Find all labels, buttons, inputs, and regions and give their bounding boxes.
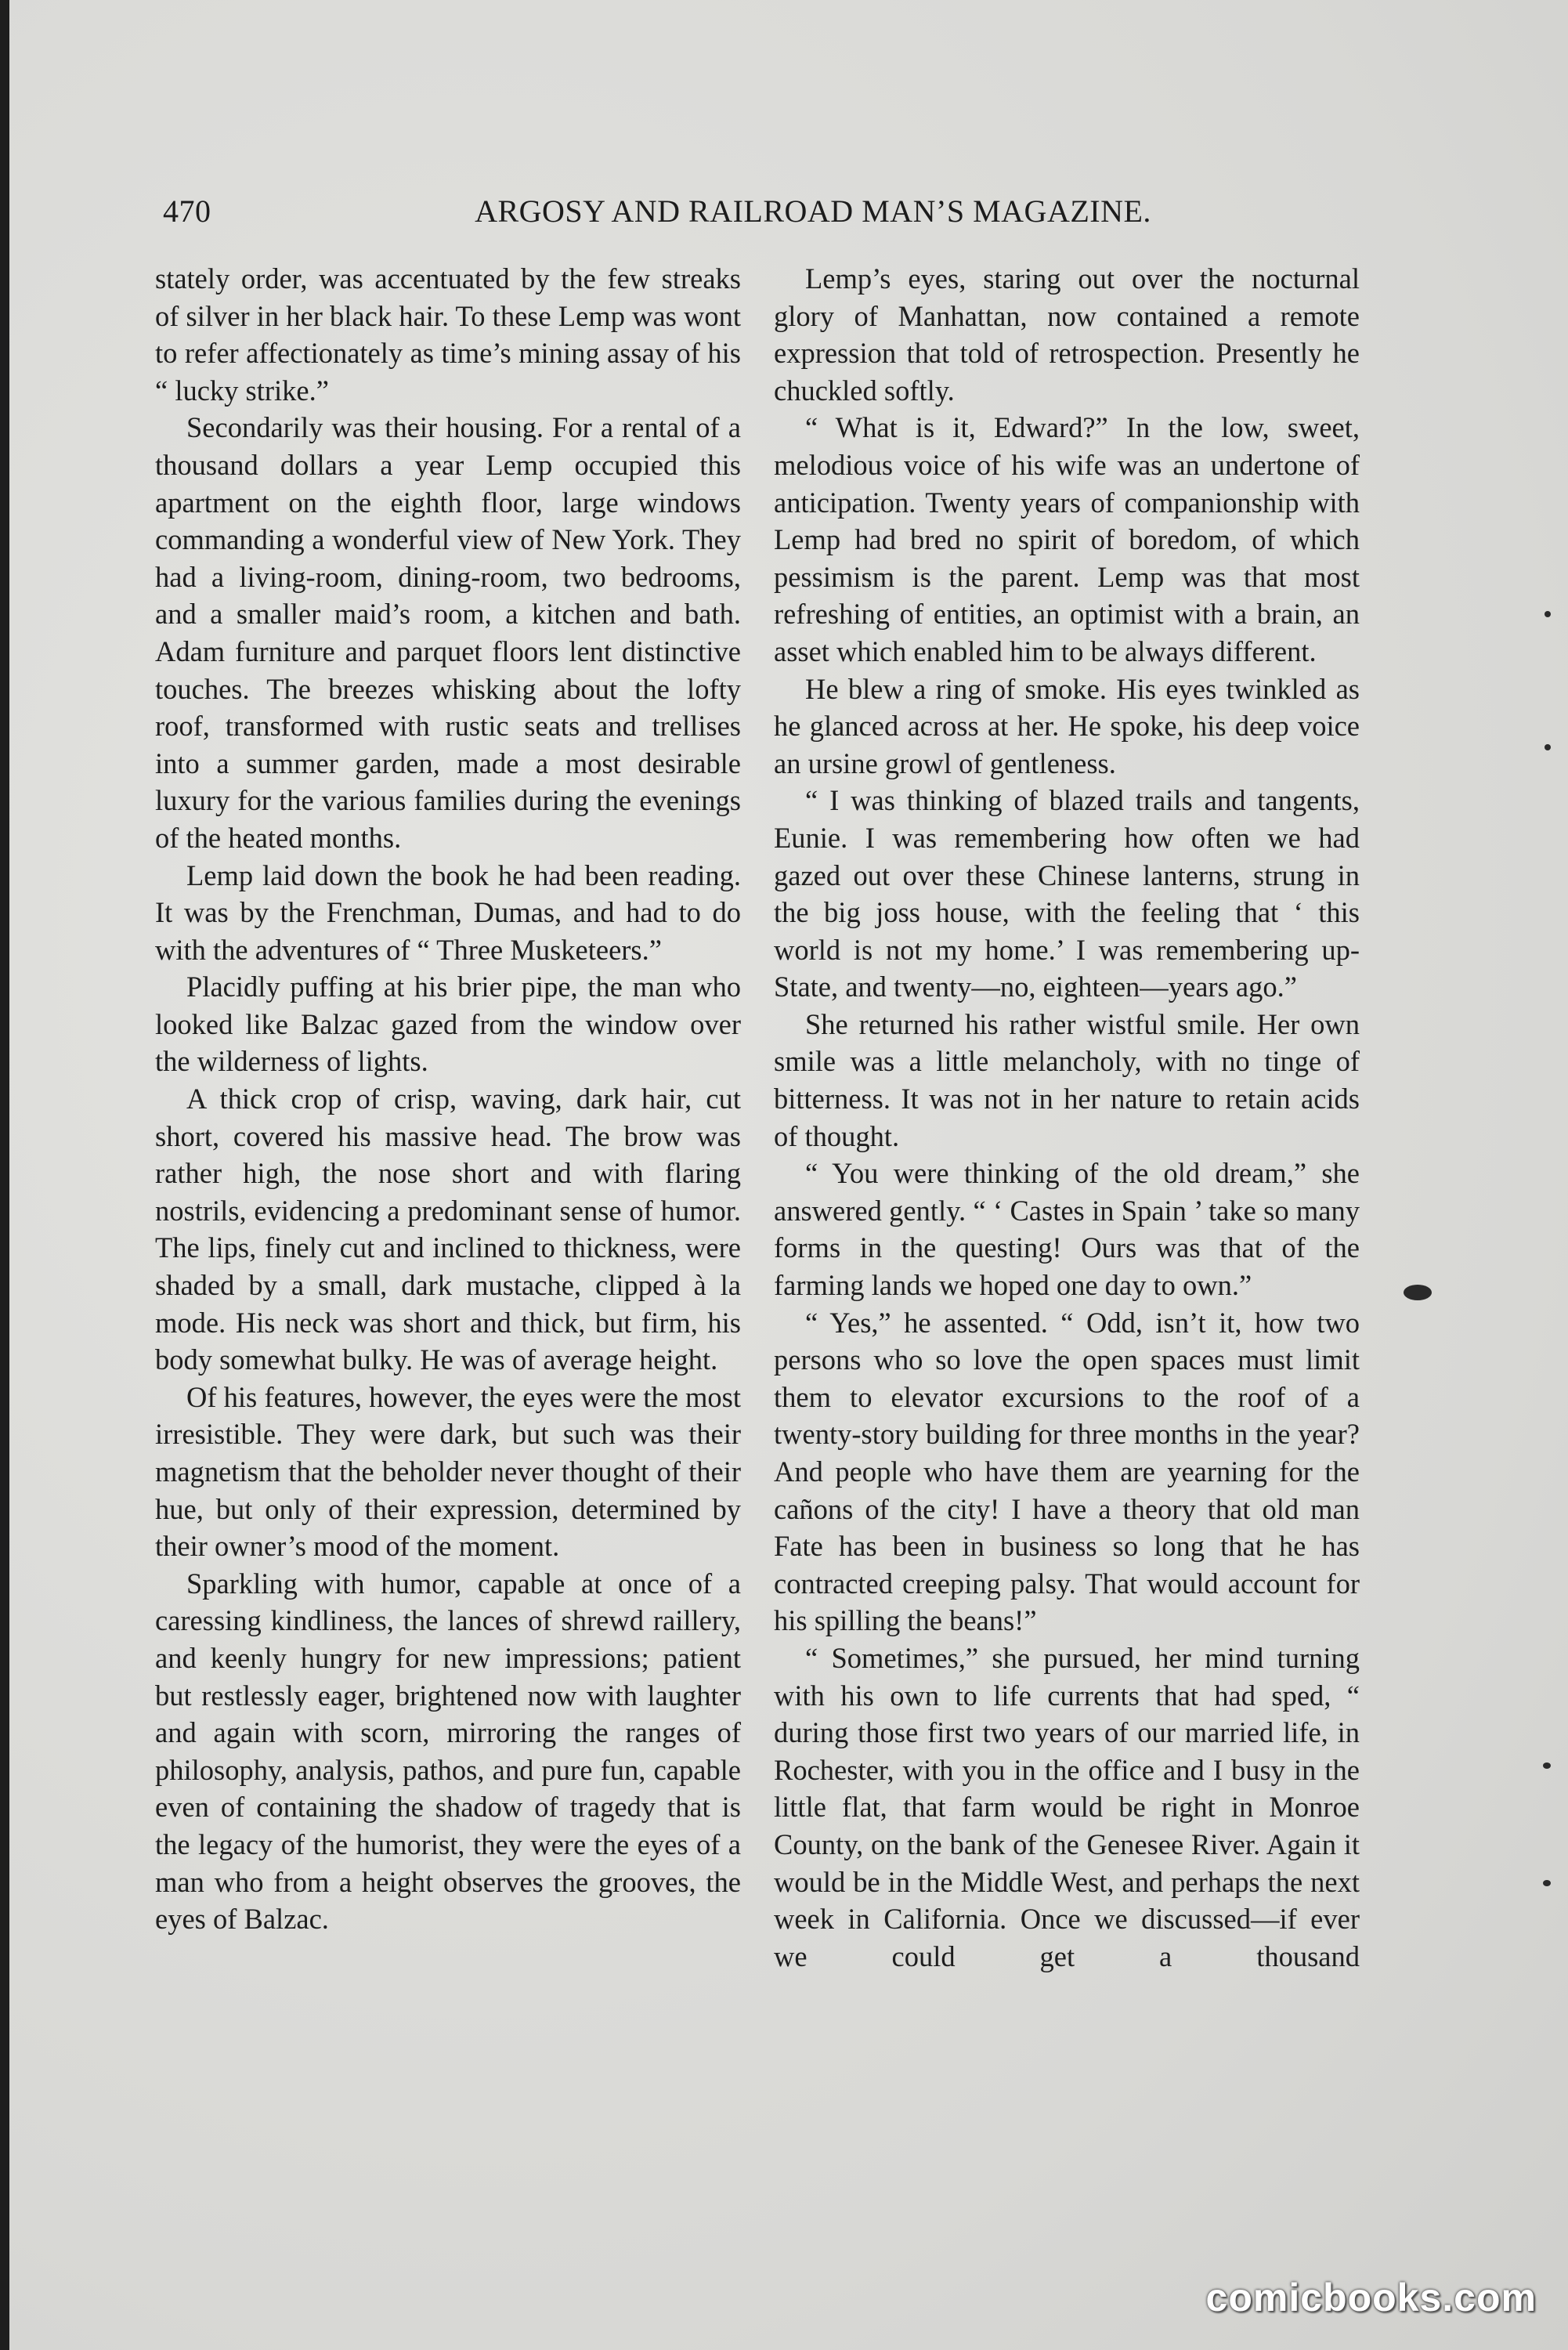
paper-speck bbox=[1543, 1880, 1551, 1886]
paragraph: A thick crop of crisp, waving, dark hair, cut short, covered his massive head. The brow was rather high, the nose short and with flaring nostrils, evidencing a predominant sense of humor. The lips, finely cut and inclined to thickness, were shaded by a small, dark mustache, clipped à la mode. His neck was short and thick, but firm, his body somewhat bulky. He was of average height. bbox=[155, 1083, 741, 1376]
paragraph: “ I was thinking of blazed trails and tangents, Eunie. I was remembering how often we had gazed out over these Chinese lanterns, strung in the big joss house, with the feeling that ‘ this world is not my home.’ I was remembering up-State, and twenty—no, eighteen—years ago.” bbox=[774, 784, 1360, 1003]
paragraph: stately order, was accentuated by the few streaks of silver in her black hair. To these Lemp was wont to refer affectionately as time’s mining assay of his “ lucky strike.” bbox=[155, 262, 741, 407]
magazine-page bbox=[9, 0, 1568, 2350]
page-header bbox=[155, 193, 1377, 237]
paragraph: Lemp laid down the book he had been reading. It was by the Frenchman, Dumas, and had to do with the adventures of “ Three Musketeers.” bbox=[155, 859, 741, 966]
paragraph: “ What is it, Edward?” In the low, sweet, melodious voice of his wife was an undertone of anticipation. Twenty years of companionship with Lemp had bred no spirit of boredom, of which pessimism is the parent. Lemp was that most refreshing of entities, an optimist with a brain, an asset which enabled him to be always different. bbox=[774, 411, 1360, 667]
paragraph: Placidly puffing at his brier pipe, the man who looked like Balzac gazed from the window over the wilderness of lights. bbox=[155, 971, 741, 1078]
watermark: comicbooks.com bbox=[1205, 2276, 1537, 2319]
paragraph: “ Sometimes,” she pursued, her mind turning with his own to life currents that had sped, “ during those first two years of our married life, in Rochester, with you in the office and I busy in the little flat, that farm would be right in Monroe County, on the bank of the Genesee River. Again it would be in the Middle West, and perhaps the next week in California. Once we discussed—if ever we could get a thousand bbox=[774, 1641, 1360, 1972]
paragraph: Sparkling with humor, capable at once of a caressing kindliness, the lances of shrewd raillery, and keenly hungry for new impressions; patient but restlessly eager, brightened now with laughter and again with scorn, mirroring the ranges of philosophy, analysis, pathos, and pure fun, capable even of containing the shadow of tragedy that is the legacy of the humorist, they were the eyes of a man who from a height observes the grooves, the eyes of Balzac. bbox=[155, 1567, 741, 1936]
page-number: 470 bbox=[163, 193, 211, 229]
paper-speck bbox=[1543, 1762, 1551, 1769]
paragraph: Secondarily was their housing. For a rental of a thousand dollars a year Lemp occupied this apartment on the eighth floor, large windows commanding a wonderful view of New York. They had a living-room, dining-room, two bedrooms, and a smaller maid’s room, a kitchen and bath. Adam furniture and parquet floors lent distinctive touches. The breezes whisking about the lofty roof, transformed with rustic seats and trellises into a summer garden, made a most desirable luxury for the various families during the evenings of the heated months. bbox=[155, 411, 741, 854]
paragraph: Lemp’s eyes, staring out over the nocturnal glory of Manhattan, now contained a remote expression that told of retrospection. Presently he chuckled softly. bbox=[774, 262, 1360, 407]
paragraph: “ You were thinking of the old dream,” she answered gently. “ ‘ Castes in Spain ’ take so many forms in the questing! Ours was that of the farming lands we hoped one day to own.” bbox=[774, 1157, 1360, 1302]
paper-speck bbox=[1545, 611, 1551, 617]
paragraph: “ Yes,” he assented. “ Odd, isn’t it, how two persons who so love the open spaces must limit them to elevator excursions to the roof of a twenty-story building for three months in the year? And people who have them are yearning for the cañons of the city! I have a theory that old man Fate has been in business so long that he has contracted creeping palsy. That would account for his spilling the beans!” bbox=[774, 1306, 1360, 1637]
paragraph: She returned his rather wistful smile. Her own smile was a little melancholy, with no tinge of bitterness. It was not in her nature to retain acids of thought. bbox=[774, 1007, 1360, 1152]
paragraph: Of his features, however, the eyes were the most irresistible. They were dark, but such was their magnetism that the beholder never thought of their hue, but only of their expression, determined by their owner’s mood of the moment. bbox=[155, 1380, 742, 1563]
left-column bbox=[155, 260, 741, 1938]
right-column bbox=[774, 260, 1360, 1975]
paragraph: He blew a ring of smoke. His eyes twinkled as he glanced across at her. He spoke, his deep voice an ursine growl of gentleness. bbox=[774, 672, 1360, 779]
paper-speck bbox=[1404, 1285, 1432, 1300]
paper-speck bbox=[1545, 744, 1551, 750]
running-title: ARGOSY AND RAILROAD MAN’S MAGAZINE. bbox=[475, 193, 1151, 229]
